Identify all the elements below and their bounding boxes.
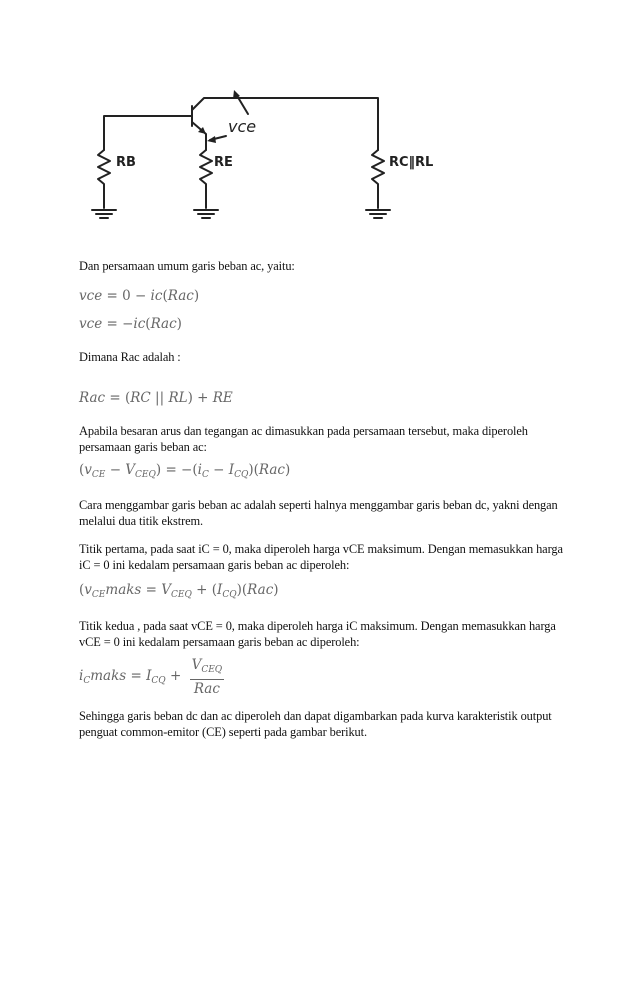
equation-5: ($v_{CE}maks = V_{CEQ} + (I_{CQ})(Rac)$ [79,582,279,600]
paragraph-1: Dan persamaan umum garis beban ac, yaitu: [79,259,295,273]
collector-lead [192,98,378,150]
paragraph-6: Titik kedua , pada saat vCE = 0, maka diperoleh harga iC maksimum. Dengan memasukkan harga vCE = 0 ini kedalam persamaan garis beban ac diperoleh: [79,619,556,649]
rcrl-resistor [372,150,384,208]
paragraph-5: Titik pertama, pada saat iC = 0, maka diperoleh harga vCE maksimum. Dengan memasukkan harga iC = 0 ini kedalam persamaan garis beban ac diperoleh: [79,542,563,572]
vce-arrowhead-down [207,136,216,143]
equation-4: $(v_{CE} - V_{CEQ}) = -(i_C - I_{CQ})(Rac)$ [79,462,291,480]
re-resistor [200,150,212,208]
fraction: $\frac{V_{CEQ}}{\text{Rac}}$ [191,657,223,697]
emitter-lead [192,122,206,150]
ground-rcrl [366,210,390,218]
label-vce: vce [228,117,257,136]
circuit-diagram [76,80,476,230]
paragraph-2: Dimana Rac adalah : [79,350,181,364]
label-rb: RB [116,155,136,170]
label-re: RE [214,155,233,170]
paragraph-3: Apabila besaran arus dan tegangan ac dimasukkan pada persamaan tersebut, maka diperoleh persamaan garis beban ac: [79,424,528,454]
equation-2: vce = −ic(Rac) [79,316,182,332]
equation-3: Rac = (RC || RL) + RE [79,390,233,406]
ground-rb [92,210,116,218]
equation-1: vce = 0 − ic(Rac) [79,288,200,304]
paragraph-4: Cara menggambar garis beban ac adalah seperti halnya menggambar garis beban dc, yakni dengan melalui dua titik ekstrem. [79,498,558,528]
ground-re [194,210,218,218]
rb-resistor [98,150,110,208]
base-wire [104,116,192,150]
paragraph-7: Sehingga garis beban dc dan ac diperoleh dan dapat digambarkan pada kurva karakteristik output penguat common-emitor (CE) seperti pada gambar berikut. [79,709,552,739]
label-rcrl: RC‖RL [389,155,434,170]
equation-6: $i_Cmaks = I_{CQ}$ + $\frac{V_{CEQ}}{\text{Rac}}$ [79,657,223,697]
